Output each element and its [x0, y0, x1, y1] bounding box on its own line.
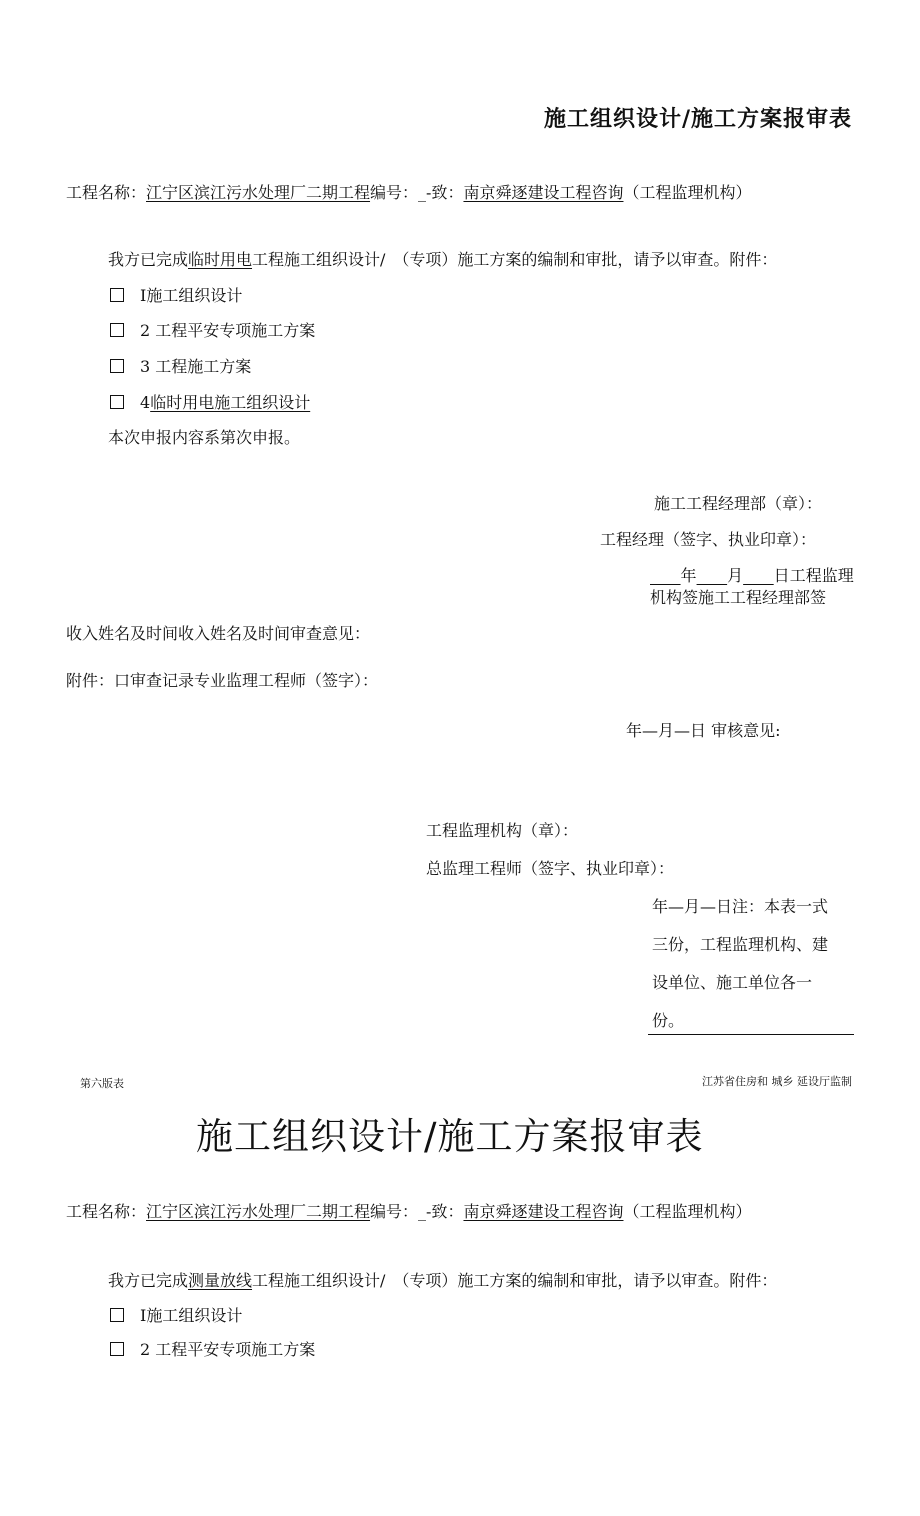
number-label: 编号： — [370, 183, 419, 202]
intro-prefix: 我方已完成 — [108, 1271, 189, 1290]
number-value: _ — [418, 1202, 427, 1221]
intro-prefix: 我方已完成 — [108, 250, 189, 269]
attachment-label: 临时用电施工组织设计 — [150, 393, 311, 412]
attachment-item-4 — [110, 392, 310, 414]
note-line-3: 设单位、施工单位各一 — [652, 973, 813, 992]
month-label: 月 — [727, 566, 744, 585]
year-label: 年 — [680, 566, 697, 585]
day-label: 日 — [773, 566, 790, 585]
sign-date — [650, 565, 854, 587]
supervisor-suffix: （工程监理机构） — [623, 183, 752, 202]
dept-seal-label: 施工工程经理部（章）： — [654, 494, 823, 513]
manager-sign-label: 工程经理（签字、执业印章）： — [600, 530, 817, 549]
intro-suffix: 工程施工组织设计/ （专项）施工方案的编制和审批，请予以审查。附件： — [252, 250, 778, 269]
month-blank — [697, 566, 728, 585]
checkbox-icon[interactable] — [110, 359, 124, 373]
attachment-item-3 — [110, 356, 251, 378]
day-blank — [743, 566, 774, 585]
issuer-label: 江苏省住房和 城乡 延设厅监制 — [702, 1075, 852, 1088]
to-label: -致： — [426, 183, 464, 202]
supervisor-name: 南京舜逐建设工程咨询 — [463, 183, 624, 202]
attachment-number: 4 — [140, 393, 151, 412]
attachment-label: 2 工程平安专项施工方案 — [140, 1340, 316, 1359]
chief-sign-label: 总监理工程师（签字、执业印章）： — [426, 859, 675, 878]
org-seal-label: 工程监理机构（章）： — [426, 821, 579, 840]
project-label: 工程名称： — [66, 1202, 147, 1221]
number-value: _ — [418, 183, 427, 202]
year-blank — [650, 566, 681, 585]
checkbox-icon[interactable] — [110, 1342, 124, 1356]
note-line-2: 三份，工程监理机构、建 — [652, 935, 829, 954]
supervisor-suffix: （工程监理机构） — [623, 1202, 752, 1221]
form1-project-line — [66, 182, 752, 204]
edition-label: 第六版表 — [80, 1077, 124, 1090]
attachment-label: I施工组织设计 — [140, 1306, 243, 1325]
form2-project-line — [66, 1201, 752, 1223]
intro-subject: 临时用电 — [188, 250, 253, 269]
attachment-label: 3 工程施工方案 — [140, 357, 252, 376]
date-tail: 工程监理 — [789, 566, 854, 585]
checkbox-icon[interactable] — [110, 1308, 124, 1322]
note-line-4: 份。 — [652, 1011, 685, 1030]
intro-suffix: 工程施工组织设计/ （专项）施工方案的编制和审批，请予以审查。附件： — [252, 1271, 778, 1290]
review-attachment-line: 附件：口审查记录专业监理工程师（签字）： — [66, 671, 379, 690]
form2-attachment-item-1 — [110, 1305, 242, 1327]
form2-intro — [108, 1270, 777, 1292]
attachment-label: 2 工程平安专项施工方案 — [140, 321, 316, 340]
receiver-line: 收入姓名及时间收入姓名及时间审查意见： — [66, 624, 371, 643]
attachment-label: I施工组织设计 — [140, 286, 243, 305]
attachment-item-1 — [110, 285, 242, 307]
form2-title: 施工组织设计/施工方案报审表 — [196, 1115, 704, 1158]
number-label: 编号： — [370, 1202, 419, 1221]
project-label: 工程名称： — [66, 183, 147, 202]
project-name: 江宁区滨江污水处理厂二期工程 — [146, 183, 371, 202]
form2-attachment-item-2 — [110, 1339, 315, 1361]
form1-title: 施工组织设计/施工方案报审表 — [543, 106, 852, 132]
attachment-item-2 — [110, 320, 315, 342]
checkbox-icon[interactable] — [110, 323, 124, 337]
checkbox-icon[interactable] — [110, 395, 124, 409]
intro-subject: 测量放线 — [188, 1271, 253, 1290]
supervisor-name: 南京舜逐建设工程咨询 — [463, 1202, 624, 1221]
note-underline — [648, 1034, 854, 1035]
project-name: 江宁区滨江污水处理厂二期工程 — [146, 1202, 371, 1221]
checkbox-icon[interactable] — [110, 288, 124, 302]
sign-date-line2: 机构签施工工程经理部签 — [650, 588, 827, 607]
form1-intro — [108, 249, 777, 271]
note-line-1: 年—月—日注：本表一式 — [652, 897, 829, 916]
to-label: -致： — [426, 1202, 464, 1221]
review-date-line: 年—月—日 审核意见: — [626, 721, 781, 740]
submission-note: 本次申报内容系第次申报。 — [108, 428, 301, 447]
